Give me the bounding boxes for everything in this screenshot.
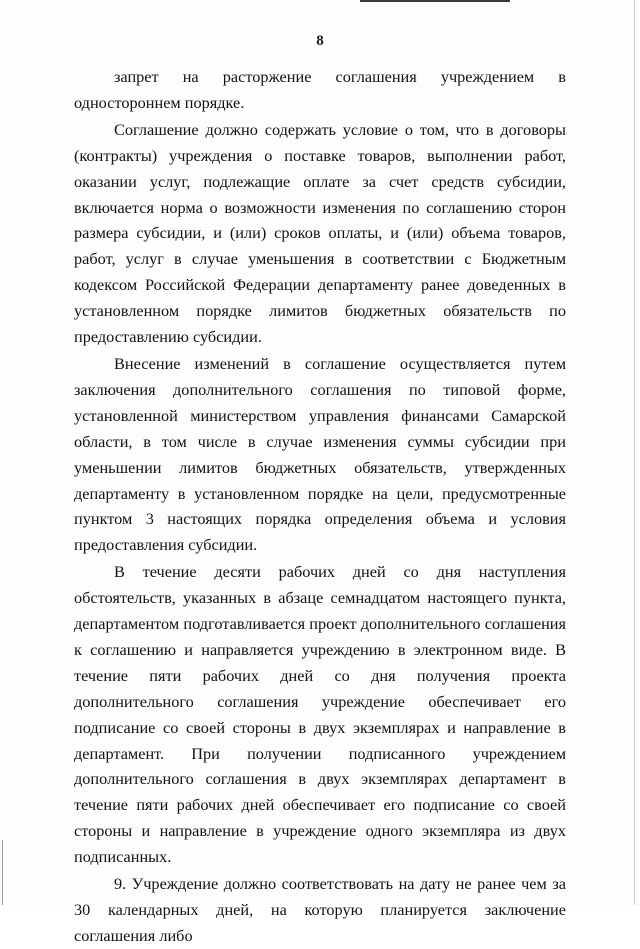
scan-top-rule: [360, 0, 510, 2]
paragraph-4: В течение десяти рабочих дней со дня наступления обстоятельств, указанных в абзаце семнадцатом настоящего пункта, департаментом подготавливается проект дополнительного соглашения к соглашению и направляется учреждению в электронном виде. В течение пяти рабочих дней со дня получения проекта дополнительного соглашения учреждение обеспечивает его подписание со своей стороны в двух экземплярах и направление в департамент. При получении подписанного учреждением дополнительного соглашения в двух экземплярах департамент в течение пяти рабочих дней обеспечивает его подписание со своей стороны и направление в учреждение одного экземпляра из двух подписанных.: [74, 562, 566, 867]
paragraph-1: запрет на расторжение соглашения учреждением в одностороннем порядке.: [74, 67, 566, 112]
paragraph-5: 9. Учреждение должно соответствовать на дату не ранее чем за 30 календарных дней, на которую планируется заключение соглашения либо: [74, 874, 566, 945]
document-body: [74, 64, 566, 949]
paragraph-3: Внесение изменений в соглашение осуществляется путем заключения дополнительного соглашения по типовой форме, установленной министерством управления финансами Самарской области, в том числе в случае изменения суммы субсидии при уменьшении лимитов бюджетных обязательств, утвержденных департаменту в установленном порядке на цели, предусмотренные пунктом 3 настоящих порядка определения объема и условия предоставления субсидии.: [74, 353, 566, 555]
scan-left-edge: [2, 840, 3, 905]
scan-right-edge: [634, 0, 635, 905]
paragraph-2: Соглашение должно содержать условие о том, что в договоры (контракты) учреждения о поставке товаров, выполнении работ, оказании услуг, подлежащие оплате за счет средств субсидии, включается норма о возможности изменения по соглашению сторон размера субсидии, и (или) сроков оплаты, и (или) объема товаров, работ, услуг в случае уменьшения в соответствии с Бюджетным кодексом Российской Федерации департаменту ранее доведенных в установленном порядке лимитов бюджетных обязательств по предоставлению субсидии.: [74, 119, 566, 347]
page-number: 8: [316, 33, 324, 49]
